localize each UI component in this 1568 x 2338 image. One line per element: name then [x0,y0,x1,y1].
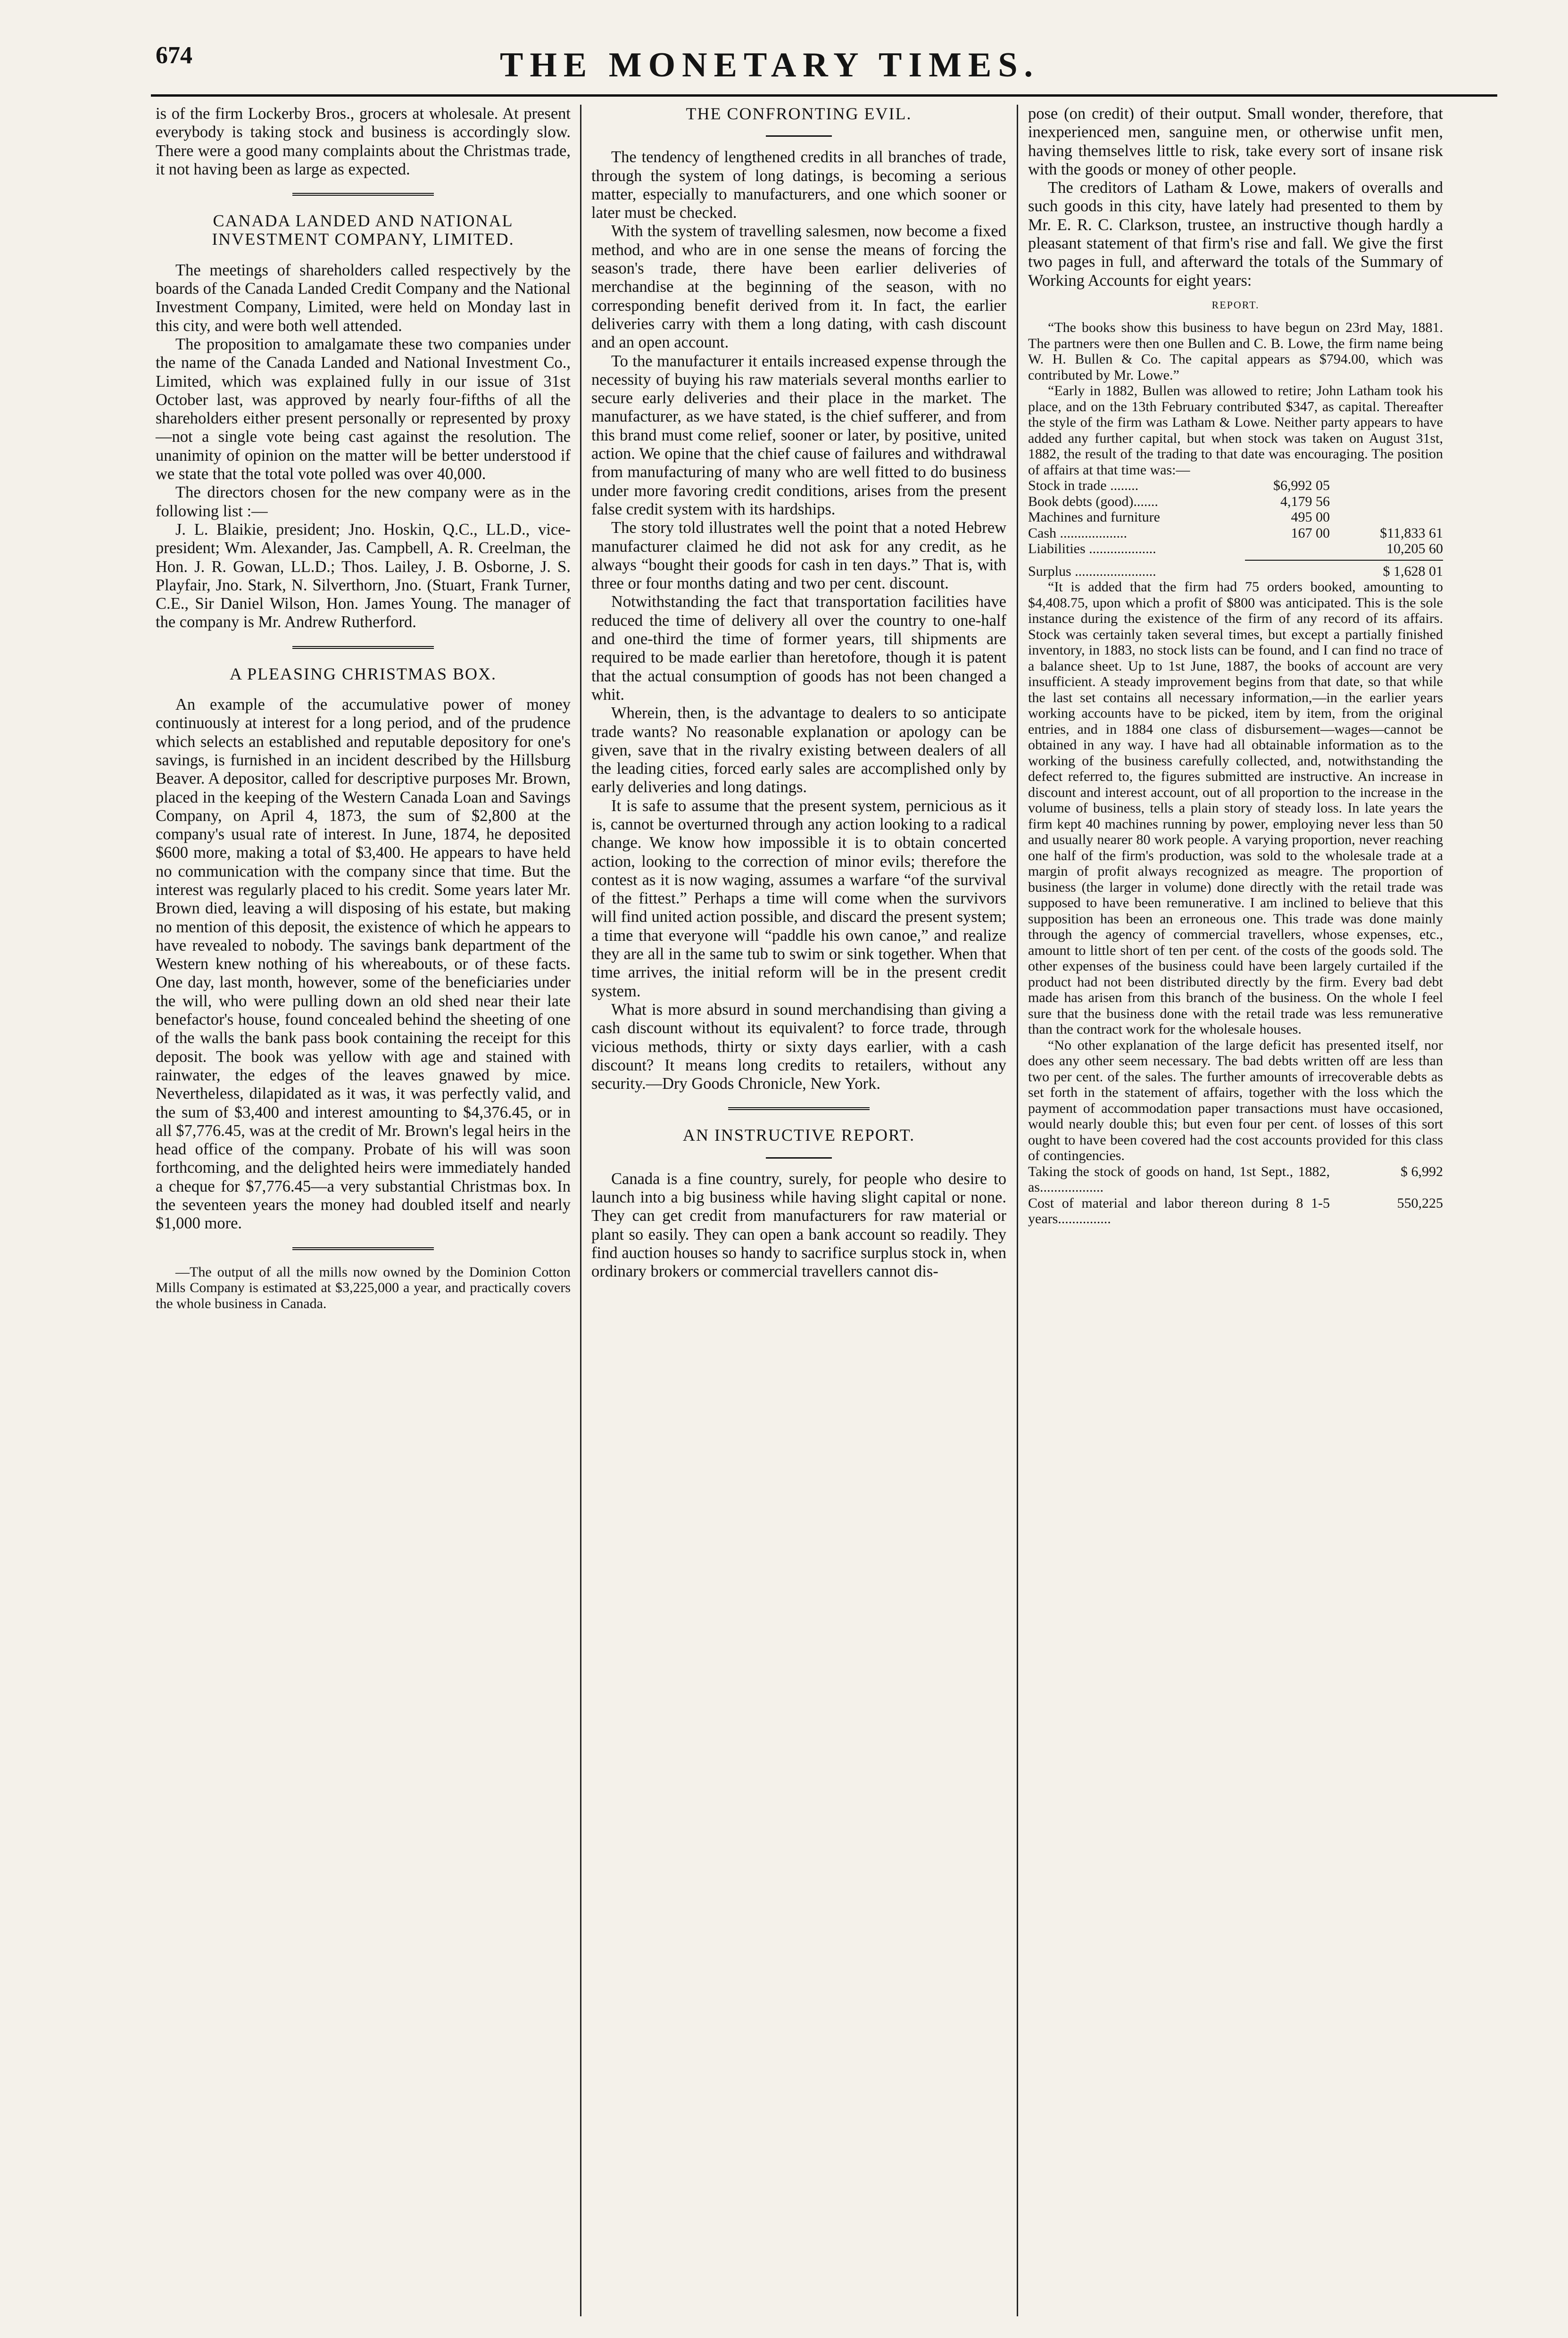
summary-row: Taking the stock of goods on hand, 1st Sept., 1882, as.................. $ 6,992 [1028,1163,1443,1195]
article-heading: A PLEASING CHRISTMAS BOX. [229,664,497,683]
assets-row: Cash ................... 167 00 $11,833 61 [1028,525,1443,541]
report-paragraph: “The books show this business to have begun on 23rd May, 1881. The partners were then one Bullen and C. B. Lowe, the firm name being W. H. Bullen & Co. The capital appears as $794.00, which was contributed by Mr. Lowe.” [1028,320,1443,383]
paragraph: What is more absurd in sound merchandising than giving a cash discount without its equivalent? to force trade, through vicious methods, thirty or sixty days earlier, with a cash discount? It means long credits to retailers, without any security.—Dry Goods Chronicle, New York. [591,1000,1006,1093]
paragraph: To the manufacturer it entails increased expense through the necessity of buying his raw materials several months earlier to secure early deliveries and their place in the market. The manufacturer, as we have stated, is the chief sufferer, and from this brand must come relief, sooner or later, by positive, united action. We opine that the chief cause of failures and withdrawal from manufacturing of many who are well fitted to do business under more favoring credit conditions, arises from the present false credit system with its hardships. [591,352,1006,518]
paragraph: The directors chosen for the new company were as in the following list :— [156,483,571,520]
page-number: 674 [156,42,192,69]
article-heading: AN INSTRUCTIVE REPORT. [682,1126,915,1145]
section-divider [292,193,434,196]
article-heading: CANADA LANDED AND NATIONAL INVESTMENT COMPANY, LIMITED. [212,211,514,249]
section-divider [292,646,434,649]
summary-row: Cost of material and labor thereon during 8 1-5 years............... 550,225 [1028,1195,1443,1227]
column-rule-2 [1017,105,1018,2316]
paragraph: An example of the accumulative power of money continuously at interest for a long period, and of the prudence which selects an established and reputable depository for one's savings, is furnished in an incident described by the Hillsburg Beaver. A depositor, called for descriptive purposes Mr. Brown, placed in the keeping of the Western Canada Loan and Savings Company, on April 4, 1873, the sum of $2,800 at the company's usual rate of interest. In June, 1874, he deposited $600 more, making a total of $3,400. He appears to have held no communication with the company since that time. But the interest was regularly placed to his credit. Some years later Mr. Brown died, leaving a will disposing of his estate, but making no mention of this deposit, the existence of which he appears to have revealed to nobody. The savings bank department of the Western knew nothing of his whereabouts, or of these facts. One day, last month, however, some of the beneficiaries under the will, who were pulling down an old shed near their late benefactor's house, found concealed behind the sheeting of one of the walls the bank pass book containing the receipt for this deposit. The book was yellow with age and stained with rainwater, the edges of the leaves gnawed by mice. Nevertheless, dilapidated as it was, it was perfectly valid, and the sum of $3,400 and interest amounting to $4,376.45, or in all $7,776.45, was at the credit of Mr. Brown's legal heirs in the head office of the company. Probate of his will was soon forthcoming, and the delighted heirs were immediately handed a cheque for $7,776.45—a very substantial Christmas box. In the seventeen years the money had doubled itself and nearly $1,000 more. [156,696,571,1233]
assets-total: $11,833 61 [1380,525,1443,541]
heading-rule [766,1157,832,1159]
article-heading: THE CONFRONTING EVIL. [686,104,912,123]
paragraph: The proposition to amalgamate these two companies under the name of the Canada Landed and National Investment Co., Limited, which was explained fully in our issue of 31st October last, was approved by nearly four-fifths of all the shareholders either present personally or represented by proxy—not a single vote being cast against the resolution. The unanimity of opinion on the matter will be better understood if we state that the total vote polled was over 40,000. [156,335,571,483]
surplus-row: Surplus ....................... $ 1,628 01 [1028,563,1443,579]
assets-row: Stock in trade ........ $6,992 05 [1028,478,1330,494]
column-rule-1 [580,105,581,2316]
report-label: REPORT. [1211,298,1260,311]
paragraph: pose (on credit) of their output. Small wonder, therefore, that inexperienced men, sanguine men, or otherwise unfit men, having themselves little to risk, take every sort of insane risk with the goods or money of other people. [1028,105,1443,178]
paragraph: The tendency of lengthened credits in all branches of trade, through the system of long datings, is becoming a serious matter, especially to manufacturers, and one which sooner or later must be checked. [591,148,1006,222]
paragraph: is of the firm Lockerby Bros., grocers at wholesale. At present everybody is taking stock and business is accordingly slow. There were a good many complaints about the Christmas trade, it not having been as large as expected. [156,105,571,178]
report-paragraph: “It is added that the firm had 75 orders booked, amounting to $4,408.75, upon which a profit of $800 was anticipated. This is the sole instance during the existence of the firm of any record of its affairs. Stock was certainly taken several times, but except a partially finished inventory, in 1883, no stock lists can be found, and I can find no trace of a balance sheet. Up to 1st June, 1887, the books of account are very insufficient. A steady improvement begins from that date, so that while the last set contains all necessary information,—in the earlier years working accounts have to be picked, item by item, from the original entries, and in 1884 one class of disbursement—wages—cannot be obtained in any way. I have had all obtainable information as to the working of the business carefully collected, and, notwithstanding the defect referred to, the figures submitted are instructive. An increase in discount and interest account, out of all proportion to the increase in the volume of business, tells a plain story of steady loss. In late years the firm kept 40 machines running by power, employing never less than 50 and usually nearer 80 work people. A varying proportion, never reaching one half of the firm's production, was sold to the wholesale trade at a margin of profit always recognized as meagre. The proportion of business (the larger in volume) done directly with the retail trade was supposed to have been remunerative. I am inclined to believe that this supposition has been an erroneous one. This trade was done mainly through the agency of commercial travellers, whose expenses, etc., amount to little short of ten per cent. of the costs of the goods sold. The other expenses of the business could have been largely curtailed if the product had not been distributed directly by the firm. Every bad debt made has arisen from this branch of the business. On the whole I feel sure that the business done with the retail trade was less remunerative than the contract work for the wholesale houses. [1028,579,1443,1037]
total-rule [1245,560,1443,561]
paragraph: With the system of travelling salesmen, now become a fixed method, and who are in one sense the means of forcing the season's trade, there have been earlier deliveries of merchandise at the beginning of the season, with no corresponding benefit derived from it. In fact, the earlier deliveries carry with them a long dating, with cash discount and an open account. [591,222,1006,352]
report-paragraph: “Early in 1882, Bullen was allowed to retire; John Latham took his place, and on the 13th February contributed $347, as capital. Thereafter the style of the firm was Latham & Lowe. Neither party appears to have added any further capital, but when stock was taken on August 31st, 1882, the result of the trading to that date was encouraging. The position of affairs at that time was:— [1028,383,1443,478]
liabilities-row: Liabilities ................... 10,205 60 [1028,541,1443,557]
paragraph: Wherein, then, is the advantage to dealers to so anticipate trade wants? No reasonable explanation or apology can be given, save that in the rivalry existing between dealers of all the leading cities, forced early sales are accomplished only by early deliveries and long datings. [591,704,1006,796]
paragraph: The story told illustrates well the point that a noted Hebrew manufacturer claimed he did not ask for any credit, as he always “bought their goods for cash in ten days.” That is, with three or four months dating and two per cent. discount. [591,519,1006,593]
masthead-title: THE MONETARY TIMES. [500,46,1039,84]
paragraph: It is safe to assume that the present system, pernicious as it is, cannot be overturned through any action looking to a radical change. We know how impossible it is to obtain concerted action, looking to the correction of minor evils; therefore the contest as it is now waging, assumes a warfare “of the survival of the fittest.” Perhaps a time will come when the survivors will find united action possible, and discard the present system; a time that everyone will “paddle his own canoe,” and realize they are all in the same tub to swim or sink together. When that time arrives, the initial reform will be in the present credit system. [591,796,1006,1000]
paragraph: —The output of all the mills now owned by the Dominion Cotton Mills Company is estimated at $3,225,000 a year, and practically covers the whole business in Canada. [156,1264,571,1311]
heading-rule [766,135,832,137]
paragraph: J. L. Blaikie, president; Jno. Hoskin, Q.C., LL.D., vice-president; Wm. Alexander, Jas. Campbell, A. R. Creelman, the Hon. J. R. Gowan, LL.D.; Thos. Lailey, J. B. Osborne, J. S. Playfair, Jno. Stark, N. Silverthorn, Jno. (Stuart, Frank Turner, C.E., Sir Daniel Wilson, Hon. James Young. The manager of the company is Mr. Andrew Rutherford. [156,520,571,631]
paragraph: The meetings of shareholders called respectively by the boards of the Canada Landed Credit Company and the National Investment Company, Limited, were held on Monday last in this city, and were both well attended. [156,261,571,335]
column-3 [1028,105,1443,1227]
paragraph: Notwithstanding the fact that transportation facilities have reduced the time of delivery all over the country to one-half and one-third the time of former years, till shipments are required to be made earlier than heretofore, though it is patent that the actual consumption of goods has not been changed a whit. [591,593,1006,704]
column-1 [156,105,571,1311]
report-paragraph: “No other explanation of the large deficit has presented itself, nor does any other seem necessary. The bad debts written off are less than two per cent. of the sales. The further amounts of irrecoverable debts as set forth in the statement of affairs, together with the loss which the payment of accommodation paper transactions must have occasioned, would nearly double this; but even four per cent. of losses of this sort ought to have been covered had the cost accounts provided for this class of contingencies. [1028,1037,1443,1164]
assets-row: Machines and furniture 495 00 [1028,509,1330,525]
section-divider [728,1107,870,1110]
assets-table [1028,478,1443,579]
assets-row: Book debts (good)....... 4,179 56 [1028,493,1330,509]
paragraph: Canada is a fine country, surely, for people who desire to launch into a big business while having slight capital or none. They can get credit from manufacturers for raw material or plant so easily. They can open a bank account so readily. They find auction houses so handy to sacrifice surplus stock in, when ordinary brokers or commercial travellers cannot dis- [591,1169,1006,1281]
column-2 [591,105,1006,1281]
paragraph: The creditors of Latham & Lowe, makers of overalls and such goods in this city, have lately had presented to them by Mr. E. R. C. Clarkson, trustee, an instructive though hardly a pleasant statement of that firm's rise and fall. We give the first two pages in full, and afterward the totals of the Summary of Working Accounts for eight years: [1028,179,1443,290]
header-rule [151,94,1497,97]
section-divider [292,1247,434,1250]
summary-table [1028,1164,1443,1227]
